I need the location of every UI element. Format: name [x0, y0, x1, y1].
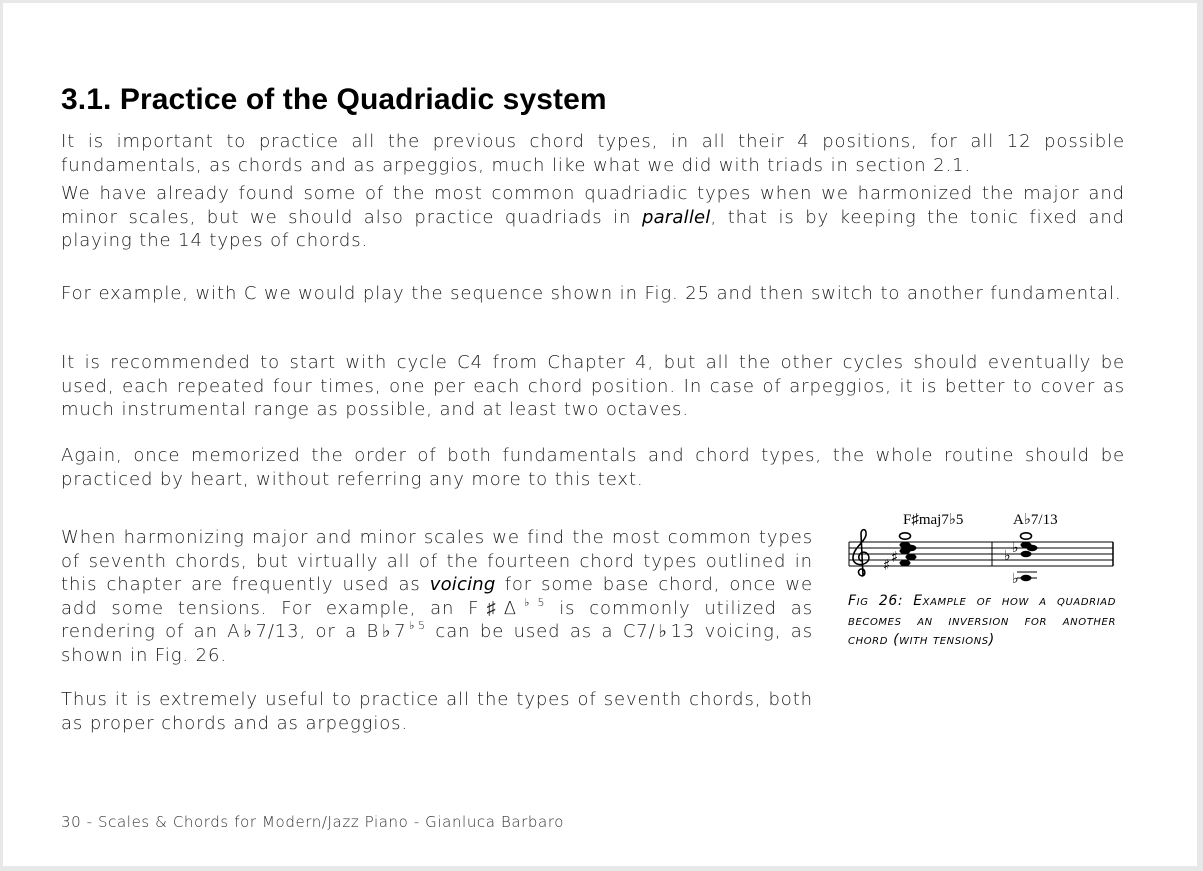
paragraph-example-sequence: For example, with C we would play the sequence shown in Fig. 25 and then switch to another fundamental. — [61, 283, 1122, 304]
figure-26 — [841, 504, 1117, 651]
paragraph-text: is commonly utilized as rendering of an A♭7/13, or a B♭7 — [61, 597, 813, 642]
paragraph-parallel-practice — [61, 182, 1125, 253]
paragraph-text: We have already found some of the most common quadriadic types when we harmonized the major and minor scales, but we should also practice quadriads in — [61, 183, 1125, 228]
sharp-icon: ♯ — [883, 556, 891, 574]
chord-label-aflat: A♭7/13 — [1013, 512, 1058, 528]
music-staff-figure — [841, 504, 1117, 590]
treble-clef-icon — [853, 530, 869, 576]
page-footer: 30 - Scales & Chords for Modern/Jazz Piano - Gianluca Barbaro — [61, 813, 565, 831]
paragraph-memorize-routine: Again, once memorized the order of both fundamentals and chord types, the whole routine should be practiced by heart, without referring any more to this text. — [61, 445, 1125, 490]
paragraph-cycle-recommendation: It is recommended to start with cycle C4 from Chapter 4, but all the other cycles should eventually be used, each repeated four times, one per each chord position. In case of arpeggios, it is better to cover as much instrumental range as possible, and at least two octaves. — [61, 352, 1125, 420]
paragraph-conclusion: Thus it is extremely useful to practice all the types of seventh chords, both as proper chords and as arpeggios. — [61, 689, 813, 734]
paragraph-practice-positions: It is important to practice all the previous chord types, in all their 4 positions, for all 12 possible fundamentals, as chords and as arpeggios, much like what we did with triads in section 2.1. — [61, 131, 1125, 176]
caption-text: Example of how a quadriad becomes an inversion for another chord (with tensions) — [848, 593, 1116, 648]
superscript-flat5: ♭5 — [516, 595, 546, 609]
sharp-icon: ♯ — [891, 548, 899, 566]
emphasis-parallel: parallel — [641, 206, 711, 228]
paragraph-voicing — [61, 526, 813, 667]
superscript-flat5: ♭5 — [406, 619, 427, 632]
section-heading: 3.1. Practice of the Quadriadic system — [61, 83, 607, 116]
paragraph-text: , that is by keeping the tonic fixed and playing the 14 types of chords. — [61, 206, 1125, 251]
emphasis-voicing: voicing — [429, 574, 496, 595]
chord-fsharp-notes — [883, 533, 917, 574]
document-page — [3, 3, 1197, 866]
caption-label: Fig 26: — [848, 593, 904, 609]
paragraph-text: When harmonizing major and minor scales we find the most common types of seventh chords, but virtually all of the fourteen chord types outlined in this chapter are frequently used as — [61, 527, 813, 595]
flat-icon: ♭ — [1012, 571, 1019, 587]
flat-icon: ♭ — [1004, 548, 1011, 564]
chord-label-fsharp: F♯maj7♭5 — [903, 512, 964, 528]
flat-icon: ♭ — [1012, 540, 1019, 556]
paragraph-text: for some base chord, once we add some tensions. For example, an F♯Δ — [61, 574, 813, 619]
figure-caption — [848, 592, 1116, 651]
paragraph-text: can be used as a C7/♭13 voicing, as shown in Fig. 26. — [61, 621, 813, 666]
